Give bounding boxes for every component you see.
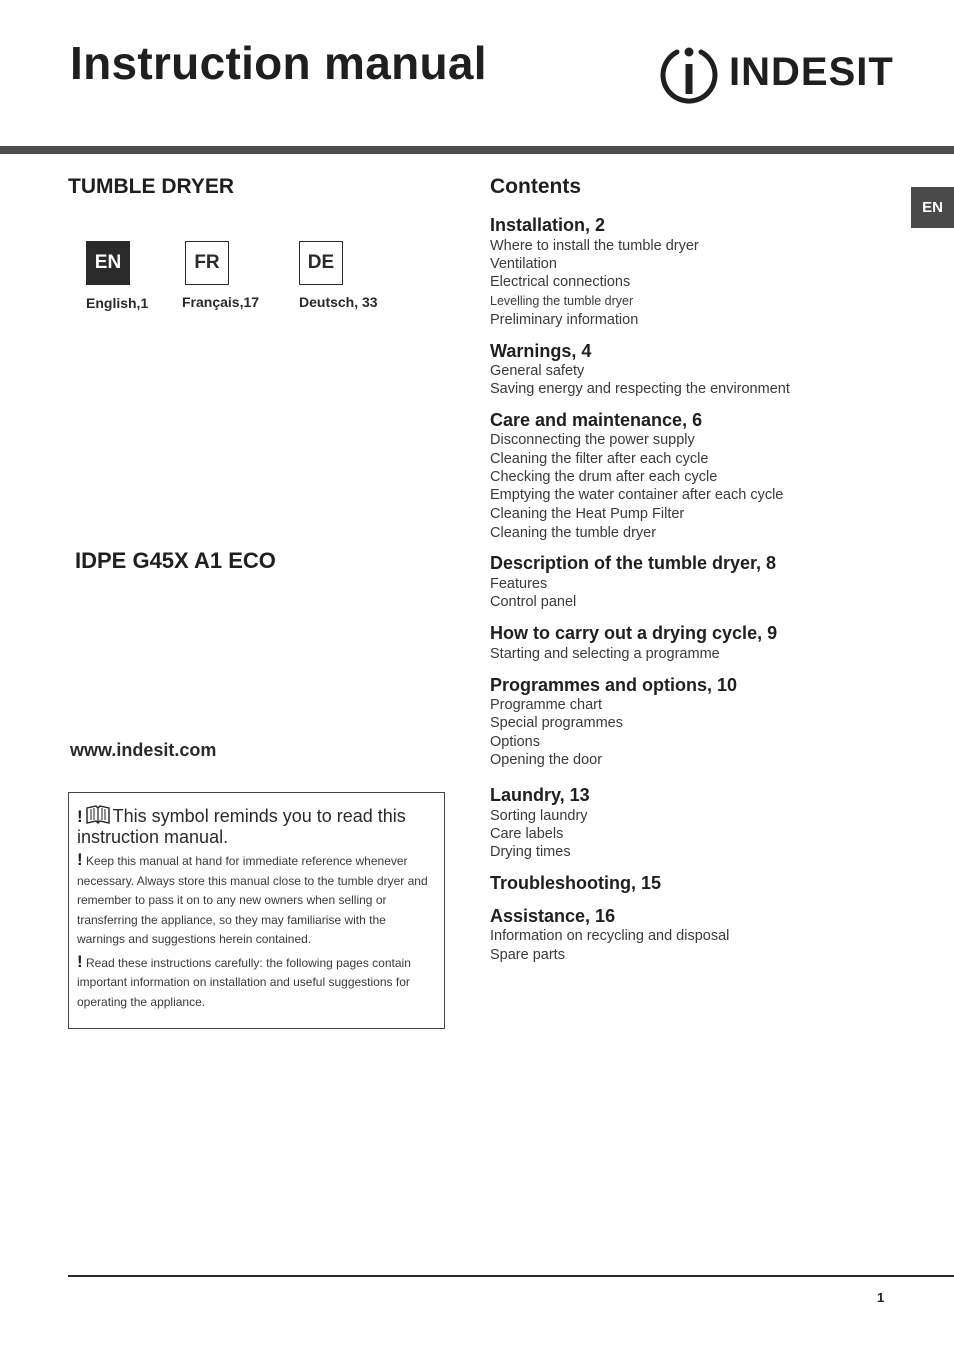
- document-title: Instruction manual: [70, 37, 487, 89]
- exclamation-icon: !: [77, 951, 83, 971]
- product-type-heading: TUMBLE DRYER: [68, 175, 235, 198]
- toc-section-programmes[interactable]: Programmes and options, 10: [490, 675, 738, 695]
- toc-item[interactable]: Options: [490, 734, 540, 750]
- brand-wordmark: INDESIT: [729, 50, 894, 94]
- language-box-en[interactable]: EN: [86, 241, 130, 285]
- toc-item[interactable]: Electrical connections: [490, 274, 631, 290]
- notice-paragraph-text: Keep this manual at hand for immediate reference whenever necessary. Always store this manual close to the tumble dryer and remember to pass it on to any new owners when selling or transferring the appliance, so they may familiarise with the warnings and suggestions herein contained.: [77, 854, 428, 946]
- notice-paragraph: [77, 952, 436, 1013]
- toc-item[interactable]: Starting and selecting a programme: [490, 646, 720, 662]
- toc-item[interactable]: Emptying the water container after each cycle: [490, 487, 784, 503]
- toc-item[interactable]: Checking the drum after each cycle: [490, 469, 718, 485]
- read-manual-notice: [68, 792, 445, 1029]
- toc-item[interactable]: Information on recycling and disposal: [490, 928, 730, 944]
- footer-divider: [68, 1275, 954, 1277]
- model-number: IDPE G45X A1 ECO: [75, 548, 276, 573]
- language-box-fr[interactable]: FR: [185, 241, 229, 285]
- notice-symbol-text: This symbol reminds you to read this instruction manual.: [77, 806, 406, 847]
- indesit-logo: [657, 44, 894, 104]
- exclamation-icon: !: [77, 807, 83, 826]
- language-label-fr[interactable]: Français,17: [182, 294, 260, 310]
- exclamation-icon: !: [77, 850, 83, 869]
- header-divider: [0, 146, 954, 154]
- notice-paragraph: [77, 850, 436, 950]
- indesit-i-icon: [657, 44, 721, 104]
- toc-item[interactable]: Programme chart: [490, 697, 603, 713]
- toc-section-warnings[interactable]: Warnings, 4: [490, 341, 592, 361]
- website-link[interactable]: www.indesit.com: [70, 740, 217, 760]
- toc-item[interactable]: Ventilation: [490, 256, 557, 272]
- toc-item[interactable]: Cleaning the tumble dryer: [490, 525, 657, 541]
- language-label-en[interactable]: English,1: [86, 295, 149, 311]
- toc-item[interactable]: General safety: [490, 363, 585, 379]
- toc-section-laundry[interactable]: Laundry, 13: [490, 785, 590, 805]
- toc-item[interactable]: Disconnecting the power supply: [490, 432, 695, 448]
- toc-section-installation[interactable]: Installation, 2: [490, 215, 606, 235]
- toc-section-drying-cycle[interactable]: How to carry out a drying cycle, 9: [490, 623, 778, 643]
- toc-item[interactable]: Levelling the tumble dryer: [490, 294, 634, 308]
- notice-heading: [77, 805, 436, 848]
- language-box-de[interactable]: DE: [299, 241, 343, 285]
- contents-heading: Contents: [490, 175, 581, 198]
- toc-section-assistance[interactable]: Assistance, 16: [490, 906, 616, 926]
- toc-item[interactable]: Where to install the tumble dryer: [490, 238, 699, 254]
- toc-section-care[interactable]: Care and maintenance, 6: [490, 410, 703, 430]
- toc-section-description[interactable]: Description of the tumble dryer, 8: [490, 553, 777, 573]
- toc-item[interactable]: Opening the door: [490, 752, 603, 768]
- book-icon: [85, 805, 111, 825]
- notice-paragraph-text: Read these instructions carefully: the following pages contain important information on installation and useful suggestions for operating the appliance.: [77, 955, 411, 1009]
- page-number: 1: [877, 1290, 885, 1305]
- toc-item[interactable]: Features: [490, 576, 548, 592]
- toc-item[interactable]: Special programmes: [490, 715, 623, 731]
- language-side-tab: EN: [911, 187, 954, 228]
- toc-item[interactable]: Drying times: [490, 844, 571, 860]
- toc-item[interactable]: Spare parts: [490, 947, 565, 963]
- toc-item[interactable]: Cleaning the Heat Pump Filter: [490, 506, 685, 522]
- language-label-de[interactable]: Deutsch, 33: [299, 294, 378, 310]
- toc-item[interactable]: Preliminary information: [490, 312, 639, 328]
- toc-item[interactable]: Care labels: [490, 826, 564, 842]
- toc-item[interactable]: Sorting laundry: [490, 808, 588, 824]
- toc-item[interactable]: Saving energy and respecting the environment: [490, 381, 790, 397]
- toc-item[interactable]: Cleaning the filter after each cycle: [490, 451, 709, 467]
- toc-item[interactable]: Control panel: [490, 594, 577, 610]
- toc-section-troubleshooting[interactable]: Troubleshooting, 15: [490, 873, 662, 893]
